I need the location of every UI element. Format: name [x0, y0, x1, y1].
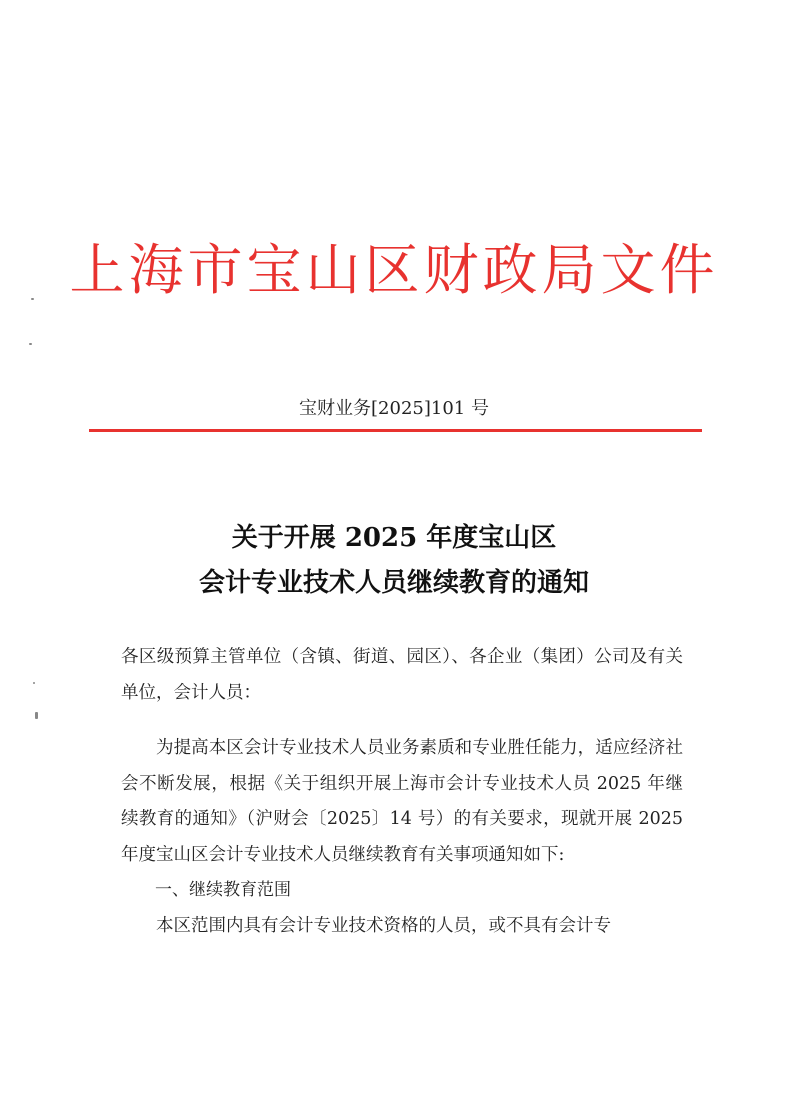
section-paragraph: 本区范围内具有会计专业技术资格的人员，或不具有会计专	[156, 915, 611, 936]
notice-title	[0, 516, 788, 606]
section-heading: 一、继续教育范围	[155, 880, 291, 900]
scan-speck	[35, 712, 38, 719]
intro-paragraph: 为提高本区会计专业技术人员业务素质和专业胜任能力，适应经济社会不断发展，根据《关于组织开展上海市会计专业技术人员 2025 年继续教育的通知》（沪财会〔2025〕14 号）的有关要求，现就开展 2025 年度宝山区会计专业技术人员继续教育有关事项通知如下:	[121, 738, 683, 865]
notice-body	[121, 640, 683, 944]
notice-title-line-2: 会计专业技术人员继续教育的通知	[198, 568, 589, 598]
scan-speck	[29, 343, 32, 345]
issuer-title: 上海市宝山区财政局文件	[69, 238, 719, 302]
scan-speck	[31, 298, 34, 300]
document-number: 宝财业务[2025]101 号	[299, 398, 489, 419]
notice-title-line-1: 关于开展 2025 年度宝山区	[231, 523, 557, 553]
scan-speck	[33, 682, 35, 684]
header-divider	[89, 429, 702, 432]
salutation: 各区级预算主管单位（含镇、街道、园区）、各企业（集团）公司及有关单位，会计人员：	[121, 647, 683, 703]
paragraph-gap	[121, 711, 683, 731]
